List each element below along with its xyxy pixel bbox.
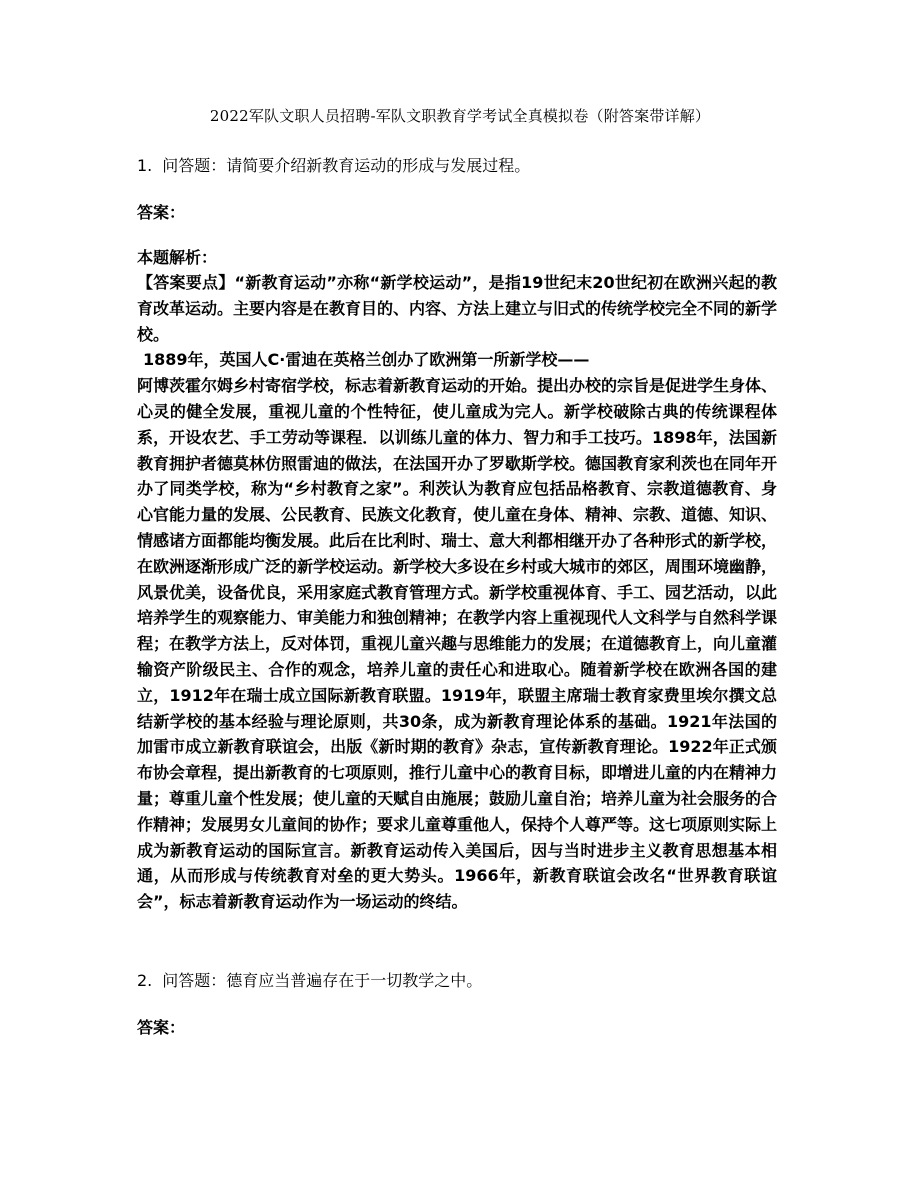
document-title: 2022军队文职人员招聘-军队文职教育学考试全真模拟卷（附答案带详解） [209,107,711,125]
question-1-number: 1. [137,156,153,175]
question-2 [137,970,482,992]
analysis-paragraph: 阿博茨霍尔姆乡村寄宿学校，标志着新教育运动的开始。提出办校的宗旨是促进学生身体、心灵的健全发展，重视儿童的个性特征，使儿童成为完人。新学校破除古典的传统课程体系，开设农艺、手工劳动等课程．以训练儿童的体力、智力和手工技巧。1898年，法国新教育拥护者德莫林仿照雷迪的做法，在法国开办了罗歇斯学校。德国教育家利茨也在同年开办了同类学校，称为“乡村教育之家”。利茨认为教育应包括品格教育、宗教道德教育、身心官能力量的发展、公民教育、民族文化教育，使儿童在身体、精神、宗教、道德、知识、情感诸方面都能均衡发展。此后在比利时、瑞士、意大利都相继开办了各种形式的新学校，在欧洲逐渐形成广泛的新学校运动。新学校大多设在乡村或大城市的郊区，周围环境幽静，风景优美，设备优良，采用家庭式教育管理方式。新学校重视体育、手工、园艺活动，以此培养学生的观察能力、审美能力和独创精神；在教学内容上重视现代人文科学与自然科学课程；在教学方法上，反对体罚，重视儿童兴趣与思维能力的发展；在道德教育上，向儿童灌输资产阶级民主、合作的观念，培养儿童的责任心和进取心。随着新学校在欧洲各国的建立，1912年在瑞士成立国际新教育联盟。1919年，联盟主席瑞士教育家费里埃尔撰文总结新学校的基本经验与理论原则，共30条，成为新教育理论体系的基础。1921年法国的加雷市成立新教育联谊会，出版《新时期的教育》杂志，宣传新教育理论。1922年正式颁布协会章程，提出新教育的七项原则，推行儿童中心的教育目标，即增进儿童的内在精神力量；尊重儿童个性发展；使儿童的天赋自由施展；鼓励儿童自治；培养儿童为社会服务的合作精神；发展男女儿童间的协作；要求儿童尊重他人，保持个人尊严等。这七项原则实际上成为新教育运动的国际宣言。新教育运动传入美国后，因与当时进步主义教育思想基本相通，从而形成与传统教育对垒的更大势头。1966年，新教育联谊会改名“世界教育联谊会”，标志着新教育运动作为一场运动的终结。 [137,376,778,912]
question-1-analysis-label: 本题解析： [137,248,218,267]
question-2-answer-label: 答案： [137,1018,186,1037]
question-1-answer-label: 答案： [137,203,186,222]
question-1-text: 问答题：请简要介绍新教育运动的形成与发展过程。 [162,156,531,175]
analysis-paragraph: 1889年，英国人C·雷迪在英格兰创办了欧洲第一所新学校—— [143,350,590,370]
analysis-paragraph: 【答案要点】“新教育运动”亦称“新学校运动”，是指19世纪末20世纪初在欧洲兴起的教育改革运动。主要内容是在教育目的、内容、方法上建立与旧式的传统学校完全不同的新学校。 [137,273,778,344]
question-2-number: 2. [137,971,153,990]
question-1-analysis-body [137,270,777,915]
question-2-text: 问答题：德育应当普遍存在于一切教学之中。 [162,971,483,990]
question-1 [137,155,530,177]
